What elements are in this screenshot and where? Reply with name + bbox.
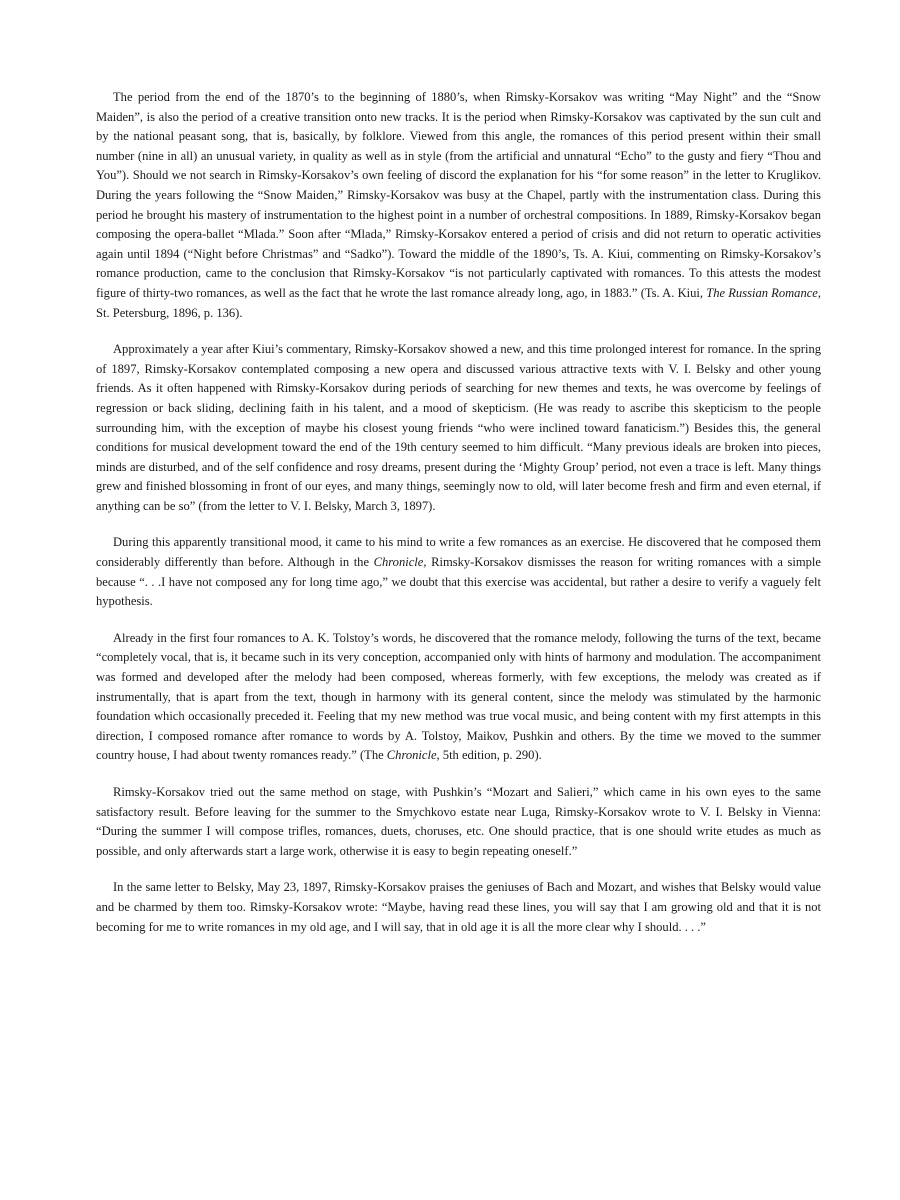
paragraph-1 (96, 88, 821, 323)
paragraph-1-text-b: , St. Petersburg, 1896, p. 136). (96, 285, 822, 320)
paragraph-6 (96, 878, 821, 937)
paragraph-1-book-title: The Russian Romance (706, 285, 818, 300)
paragraph-6-text: In the same letter to Belsky, May 23, 1897, Rimsky-Korsakov praises the geniuses of Bach and Mozart, and wishes that Belsky would value and be charmed by them too. Rimsky-Korsakov wrote: “Maybe, having read these lines, you will say that I am growing old and that it is not becoming for me to write romances in my old age, and I will say, that in old age it is all the more clear why I should. . . .” (96, 880, 821, 934)
paragraph-3-text-b: Rimsky-Korsakov dismisses the reason for writing romances with a simple because “. . .I have not composed any for long time ago,” we doubt that this exercise was accidental, but rather a desire to verify a vaguely felt hypothesis. (96, 555, 821, 609)
paragraph-3-text-a: During this apparently transitional mood, it came to his mind to write a few romances as an exercise. He discovered that he composed them considerably differently than before. Although in the (96, 535, 821, 570)
paragraph-4-text-b: 5th edition, p. 290). (439, 748, 542, 763)
paragraph-4-book-title: Chronicle, (386, 748, 440, 763)
paragraph-5-text: Rimsky-Korsakov tried out the same method on stage, with Pushkin’s “Mozart and Salieri,” which came in his own eyes to the same satisfactory result. Before leaving for the summer to the Smychkovo estate near Luga, Rimsky-Korsakov wrote to V. I. Belsky in Vienna: “During the summer I will compose trifles, romances, duets, choruses, etc. One should practice, that is one should write etudes as much as possible, and only afterwards start a large work, otherwise it is easy to begin repeating oneself.” (96, 785, 821, 858)
paragraph-2-text: Approximately a year after Kiui’s commentary, Rimsky-Korsakov showed a new, and this time prolonged interest for romance. In the spring of 1897, Rimsky-Korsakov contemplated composing a new opera and discussed various attractive texts with V. I. Belsky and other young friends. As it often happened with Rimsky-Korsakov during periods of searching for new themes and texts, he was overcome by feelings of regression or back sliding, declining faith in his talent, and a mood of skepticism. (He was ready to ascribe this skepticism to the people surrounding him, with the exception of maybe his closest young friends “who were inclined toward fanaticism.”) Besides this, the general conditions for musical development toward the end of the 19th century seemed to him difficult. “Many previous ideals are broken into pieces, minds are disturbed, and of the self confidence and rosy dreams, present during the ‘Mighty Group’ period, not even a trace is left. Many things grew and finished blossoming in front of our eyes, and many things, seemingly now to old, will later become fresh and firm and even eternal, if anything can be so” (from the letter to V. I. Belsky, March 3, 1897). (96, 342, 821, 513)
paragraph-1-text-a: The period from the end of the 1870’s to the beginning of 1880’s, when Rimsky-Korsakov was writing “May Night” and the “Snow Maiden”, is also the period of a creative transition onto new tracks. It is the period when Rimsky-Korsakov was captivated by the sun cult and by the national peasant song, that is, basically, by folklore. Viewed from this angle, the romances of this period present within their small number (nine in all) an unusual variety, in quality as well as in style (from the artificial and unnatural “Echo” to the gusty and fiery “Thou and You”). Should we not search in Rimsky-Korsakov’s own feeling of discord the explanation for his “for some reason” in the letter to Kruglikov. During the years following the “Snow Maiden,” Rimsky-Korsakov was busy at the Chapel, partly with the instrumentation class. During this period he brought his mastery of instrumentation to the highest point in a number of orchestral compositions. In 1889, Rimsky-Korsakov began composing the opera-ballet “Mlada.” Soon after “Mlada,” Rimsky-Korsakov entered a period of crisis and did not return to operatic activities again until 1894 (“Night before Christmas” and “Sadko”). Toward the middle of the 1890’s, Ts. A. Kiui, commenting on Rimsky-Korsakov’s romance production, came to the conclusion that Rimsky-Korsakov “is not particularly captivated with romances. To this attests the modest figure of thirty-two romances, as well as the fact that he wrote the last romance already long, ago, in 1883.” (Ts. A. Kiui, (96, 90, 821, 300)
paragraph-4 (96, 629, 821, 766)
paragraph-3-book-title: Chronicle, (373, 555, 427, 570)
document-page (96, 88, 821, 937)
paragraph-2 (96, 340, 821, 516)
paragraph-3 (96, 533, 821, 611)
paragraph-5 (96, 783, 821, 861)
paragraph-4-text-a: Already in the first four romances to A. K. Tolstoy’s words, he discovered that the romance melody, following the turns of the text, became “completely vocal, that is, it became such in its very conception, accompanied only with hints of harmony and modulation. The accompaniment was formed and developed after the melody had been composed, whereas formerly, with few exceptions, the melody was created as if instrumentally, that is apart from the text, though in harmony with its general content, since the melody was stimulated by the harmonic foundation which occasionally preceded it. Feeling that my new method was true vocal music, and being content with my first attempts in this direction, I composed romance after romance to words by A. Tolstoy, Maikov, Pushkin and others. By the time we moved to the summer country house, I had about twenty romances ready.” (The (96, 630, 821, 763)
